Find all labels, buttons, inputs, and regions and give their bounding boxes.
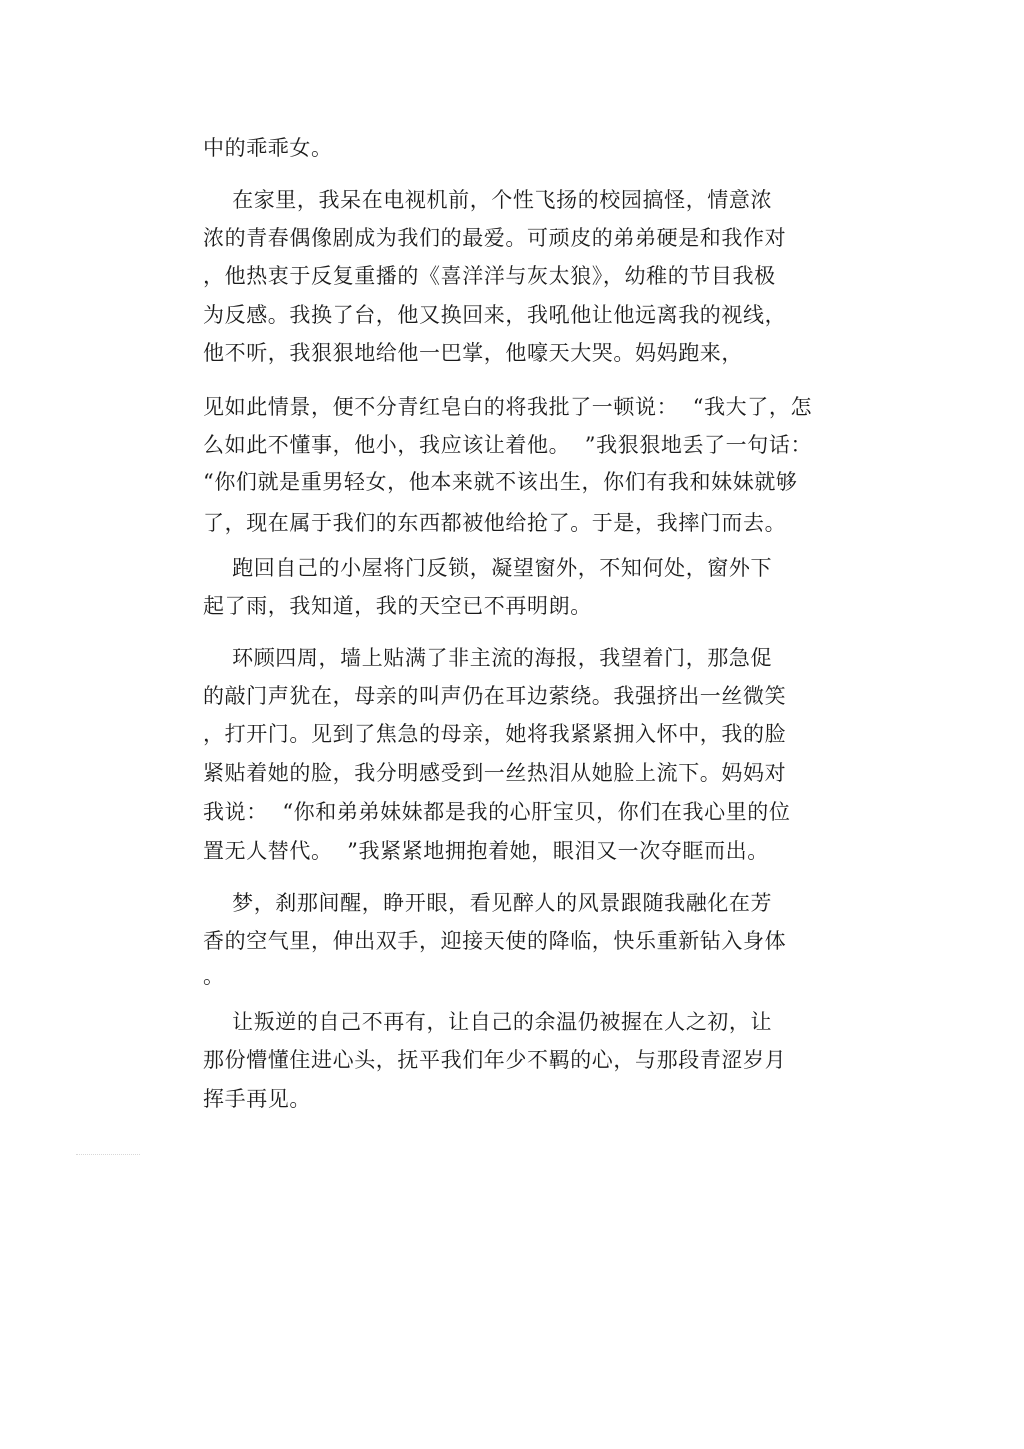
scan-artifact xyxy=(76,1154,140,1156)
text-line: 为反感。我换了台，他又换回来，我吼他让他远离我的视线， xyxy=(203,303,787,327)
text-line: 我说： “你和弟弟妹妹都是我的心肝宝贝，你们在我心里的位 xyxy=(203,800,791,824)
text-line: 梦，刹那间醒，睁开眼，看见醉人的风景跟随我融化在芳 xyxy=(203,891,773,915)
text-line: 么如此不懂事，他小，我应该让着他。 ”我狠狠地丢了一句话： xyxy=(203,433,813,457)
text-line: “你们就是重男轻女，他本来就不该出生，你们有我和妹妹就够 xyxy=(203,470,798,494)
text-line: 浓的青春偶像剧成为我们的最爱。可顽皮的弟弟硬是和我作对 xyxy=(203,226,787,250)
text-line: 的敲门声犹在，母亲的叫声仍在耳边萦绕。我强挤出一丝微笑 xyxy=(203,684,787,708)
text-line: ，他热衷于反复重播的《喜洋洋与灰太狼》，幼稚的节目我极 xyxy=(203,264,776,288)
text-line: 。 xyxy=(203,964,225,988)
text-line: 环顾四周，墙上贴满了非主流的海报，我望着门，那急促 xyxy=(203,646,773,670)
text-line: ，打开门。见到了焦急的母亲，她将我紧紧拥入怀中，我的脸 xyxy=(203,722,787,746)
text-line: 起了雨，我知道，我的天空已不再明朗。 xyxy=(203,594,592,618)
text-line: 让叛逆的自己不再有，让自己的余温仍被握在人之初，让 xyxy=(203,1010,773,1034)
text-line: 紧贴着她的脸，我分明感受到一丝热泪从她脸上流下。妈妈对 xyxy=(203,761,787,785)
text-line: 在家里，我呆在电视机前，个性飞扬的校园搞怪，情意浓 xyxy=(203,188,773,212)
text-line: 跑回自己的小屋将门反锁，凝望窗外，不知何处，窗外下 xyxy=(203,556,773,580)
text-line: 香的空气里，伸出双手，迎接天使的降临，快乐重新钻入身体 xyxy=(203,929,787,953)
text-line: 他不听，我狠狠地给他一巴掌，他嚎天大哭。妈妈跑来， xyxy=(203,341,743,365)
text-line: 了，现在属于我们的东西都被他给抢了。于是，我摔门而去。 xyxy=(203,511,787,535)
text-line: 置无人替代。 ”我紧紧地拥抱着她，眼泪又一次夺眶而出。 xyxy=(203,839,769,863)
text-line: 中的乖乖女。 xyxy=(203,136,333,160)
text-line: 见如此情景，便不分青红皂白的将我批了一顿说： “我大了，怎 xyxy=(203,395,813,419)
text-line: 挥手再见。 xyxy=(203,1087,311,1111)
text-line: 那份懵懂住进心头，抚平我们年少不羁的心，与那段青涩岁月 xyxy=(203,1048,787,1072)
